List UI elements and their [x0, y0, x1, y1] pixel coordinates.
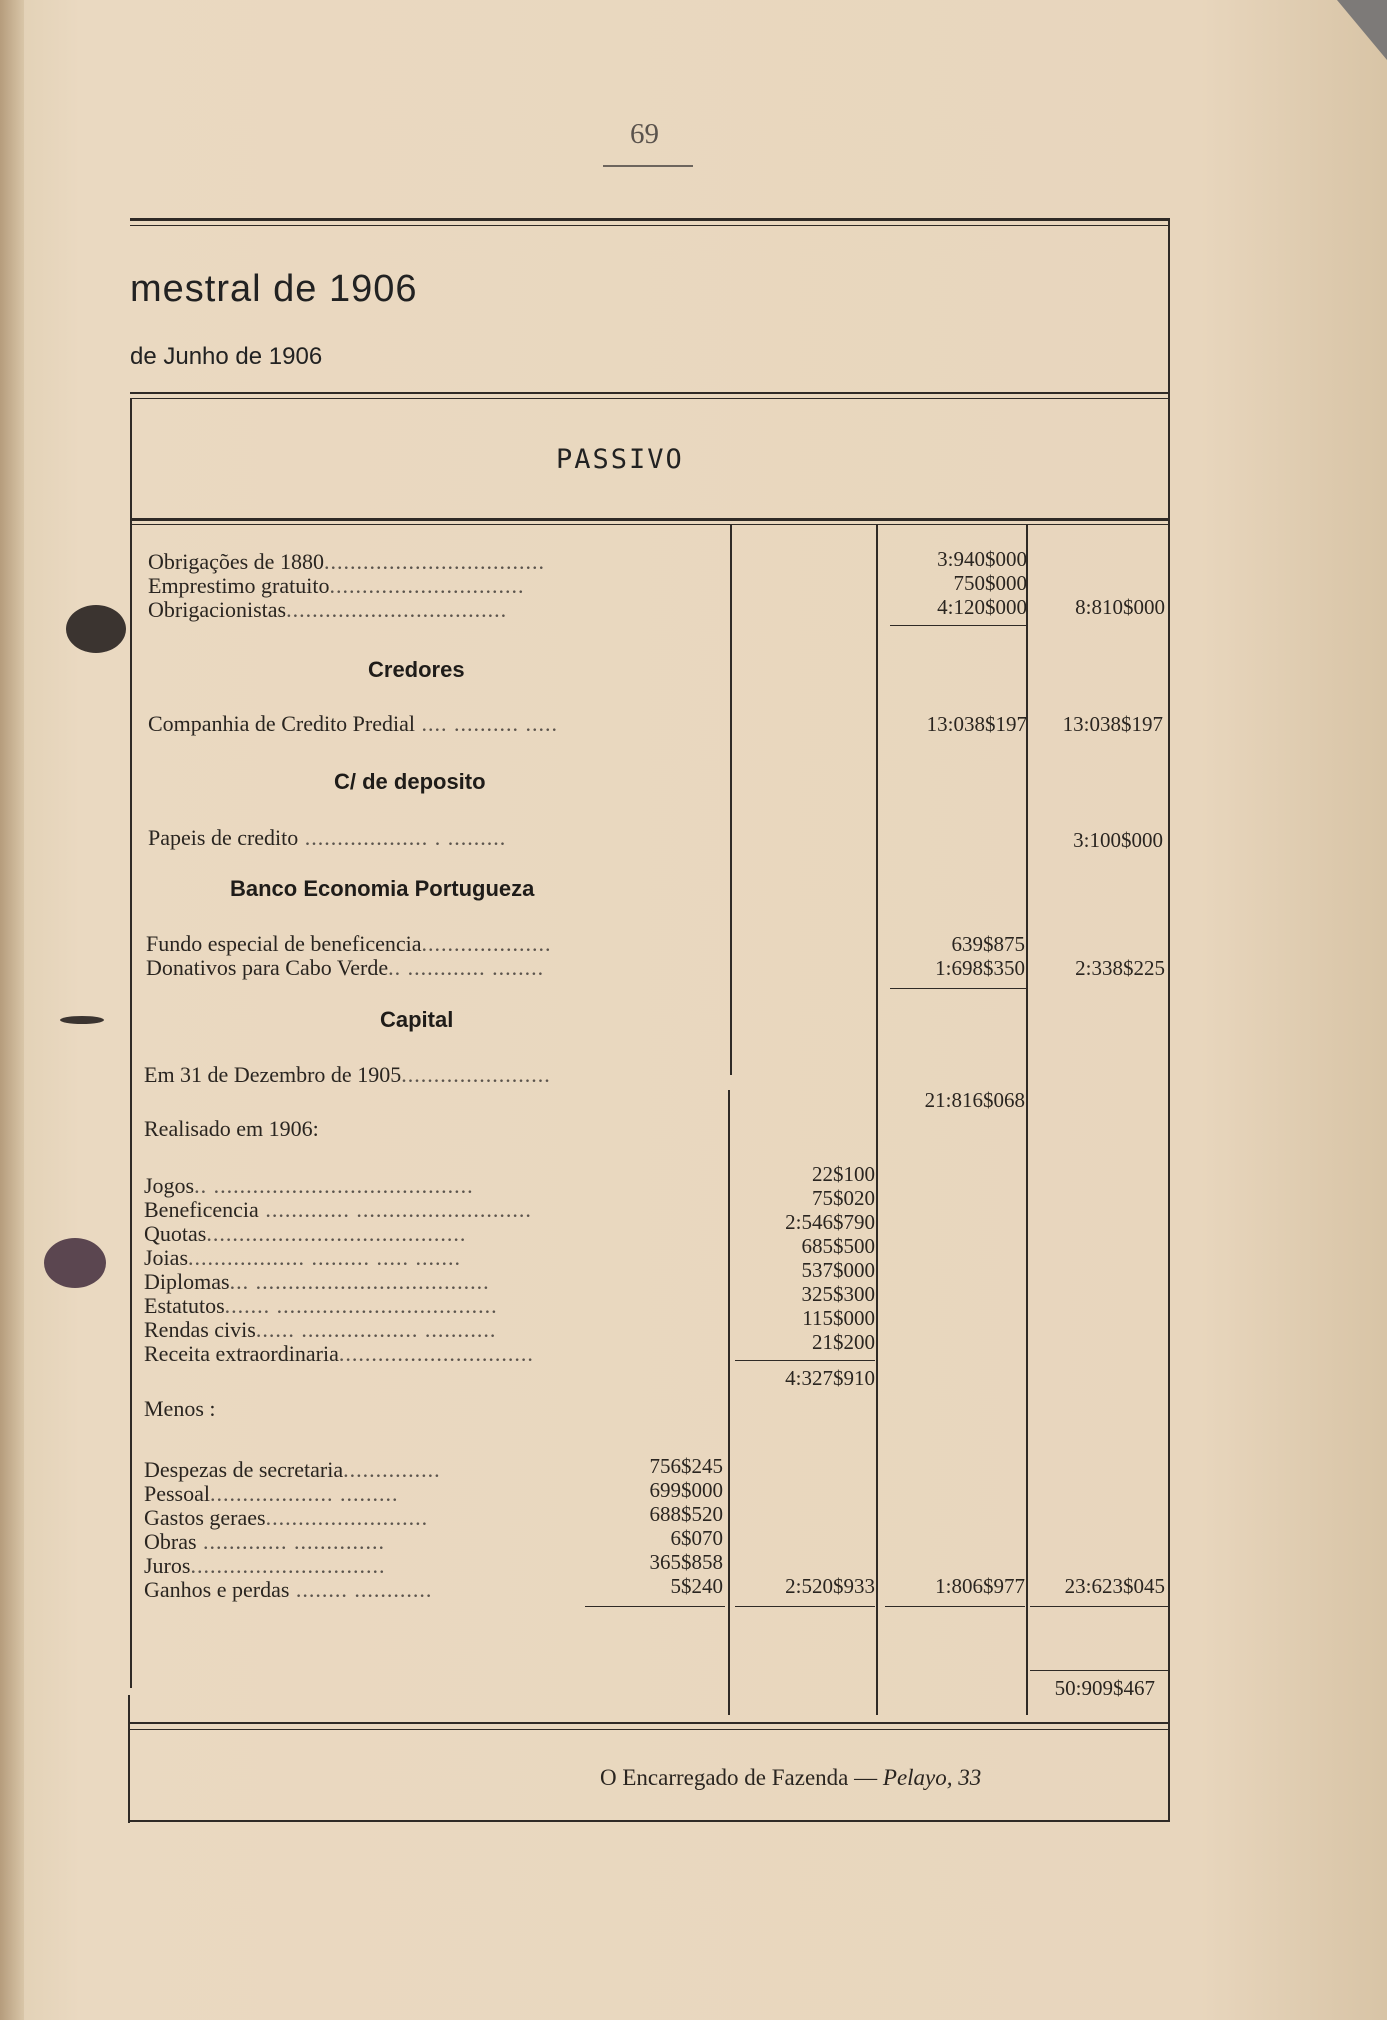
obrigacoes-row-label: Obrigações de 1880.................................. [148, 549, 545, 574]
realisado-row-value: 75$020 [812, 1186, 875, 1210]
punch-hole [44, 1238, 106, 1288]
menos-row-label: Ganhos e perdas ........ ............ [144, 1577, 433, 1602]
obrigacoes-total: 8:810$000 [1075, 595, 1165, 619]
capital-net: 1:806$977 [935, 1574, 1025, 1598]
grand-total: 50:909$467 [1054, 1676, 1155, 1700]
punch-hole [60, 1016, 104, 1024]
credores-value: 13:038$197 [926, 712, 1027, 736]
page-number-rule [603, 165, 693, 167]
obrigacoes-row-value: 3:940$000 [937, 547, 1027, 571]
capital-rule [1030, 1606, 1168, 1607]
page-corner [1337, 0, 1387, 60]
capital-rule [585, 1606, 725, 1607]
page-title: mestral de 1906 [130, 268, 418, 310]
menos-row-value: 6$070 [670, 1526, 723, 1550]
banco-row-label: Donativos para Cabo Verde.. ............ ........ [146, 955, 545, 980]
column-rule-a-lower [728, 1090, 730, 1715]
passivo-bottom-rule [130, 518, 1168, 521]
right-border [1168, 218, 1170, 1822]
deposito-total: 3:100$000 [1073, 828, 1163, 852]
realisado-row-value: 685$500 [801, 1234, 875, 1258]
realisado-total: 4:327$910 [785, 1366, 875, 1390]
menos-row-label: Obras ............. .............. [144, 1529, 386, 1554]
menos-row-label: Juros.............................. [144, 1553, 386, 1578]
capital-heading: Capital [380, 1007, 454, 1032]
obrigacoes-row-value: 750$000 [953, 571, 1027, 595]
top-border-double [130, 225, 1170, 226]
capital-rule [885, 1606, 1025, 1607]
obrigacoes-subtotal-rule [890, 625, 1026, 626]
realisado-row-label: Estatutos....... .................................. [144, 1293, 498, 1318]
banco-row-value: 639$875 [951, 932, 1025, 956]
book-spine [0, 0, 24, 2020]
top-border [130, 218, 1170, 221]
obrigacoes-row-value: 4:120$000 [937, 595, 1027, 619]
realisado-row-label: Diplomas... .................................... [144, 1269, 490, 1294]
passivo-top-rule-double [130, 398, 1168, 399]
column-rule-b [876, 525, 878, 1715]
capital-dec-value: 21:816$068 [924, 1088, 1025, 1112]
menos-row-label: Pessoal................... ......... [144, 1481, 399, 1506]
realisado-row-label: Quotas........................................ [144, 1221, 467, 1246]
capital-total: 23:623$045 [1064, 1574, 1165, 1598]
realisado-row-label: Beneficencia ............. ........................... [144, 1197, 532, 1222]
menos-total: 2:520$933 [785, 1574, 875, 1598]
capital-rule [735, 1606, 875, 1607]
credores-total: 13:038$197 [1062, 712, 1163, 736]
passivo-bottom-rule-double [130, 524, 1168, 525]
column-rule-c [1026, 525, 1028, 1715]
banco-total: 2:338$225 [1075, 956, 1165, 980]
bottom-rule-double [130, 1729, 1168, 1730]
realisado-row-value: 2:546$790 [785, 1210, 875, 1234]
realisado-row-label: Jogos.. ........................................ [144, 1173, 474, 1198]
obrigacoes-row-label: Obrigacionistas.................................. [148, 597, 508, 622]
deposito-heading: C/ de deposito [334, 769, 486, 794]
realisado-row-label: Joias.................. ......... ..... ....... [144, 1245, 461, 1270]
realisado-row-value: 21$200 [812, 1330, 875, 1354]
footer-bottom-rule [128, 1820, 1170, 1822]
menos-row-value: 688$520 [649, 1502, 723, 1526]
realisado-subtotal-rule [735, 1360, 875, 1361]
deposito-label: Papeis de credito ................... . ......... [148, 825, 507, 850]
banco-row-value: 1:698$350 [935, 956, 1025, 980]
capital-dec-label: Em 31 de Dezembro de 1905....................... [144, 1062, 551, 1087]
menos-row-value: 699$000 [649, 1478, 723, 1502]
page-subtitle: de Junho de 1906 [130, 343, 323, 370]
menos-label: Menos : [144, 1396, 216, 1421]
credores-label: Companhia de Credito Predial .... .......... ..... [148, 711, 558, 736]
banco-row-label: Fundo especial de beneficencia.................... [146, 931, 552, 956]
realisado-row-value: 115$000 [802, 1306, 875, 1330]
obrigacoes-row-label: Emprestimo gratuito.............................. [148, 573, 525, 598]
realisado-row-label: Receita extraordinaria.............................. [144, 1341, 534, 1366]
credores-heading: Credores [368, 657, 465, 682]
footer-signature: O Encarregado de Fazenda — Pelayo, 33 [600, 1765, 982, 1790]
realisado-row-value: 537$000 [801, 1258, 875, 1282]
passivo-heading: PASSIVO [556, 444, 684, 475]
bottom-rule [130, 1722, 1168, 1724]
menos-row-label: Gastos geraes......................... [144, 1505, 429, 1530]
realisado-row-value: 325$300 [801, 1282, 875, 1306]
column-rule-a [730, 525, 732, 1075]
left-border [130, 398, 132, 1688]
menos-row-value: 365$858 [649, 1550, 723, 1574]
realisado-row-label: Rendas civis...... .................. ........... [144, 1317, 497, 1342]
page-number: 69 [630, 118, 659, 150]
menos-row-value: 5$240 [670, 1574, 723, 1598]
banco-subtotal-rule [890, 988, 1026, 989]
menos-row-value: 756$245 [649, 1454, 723, 1478]
footer-left-border [128, 1695, 130, 1823]
banco-heading: Banco Economia Portugueza [230, 876, 535, 901]
menos-row-label: Despezas de secretaria............... [144, 1457, 441, 1482]
realisado-row-value: 22$100 [812, 1162, 875, 1186]
punch-hole [66, 605, 126, 653]
realisado-label: Realisado em 1906: [144, 1116, 319, 1141]
grand-total-rule [1030, 1670, 1168, 1671]
passivo-top-rule [130, 392, 1168, 394]
